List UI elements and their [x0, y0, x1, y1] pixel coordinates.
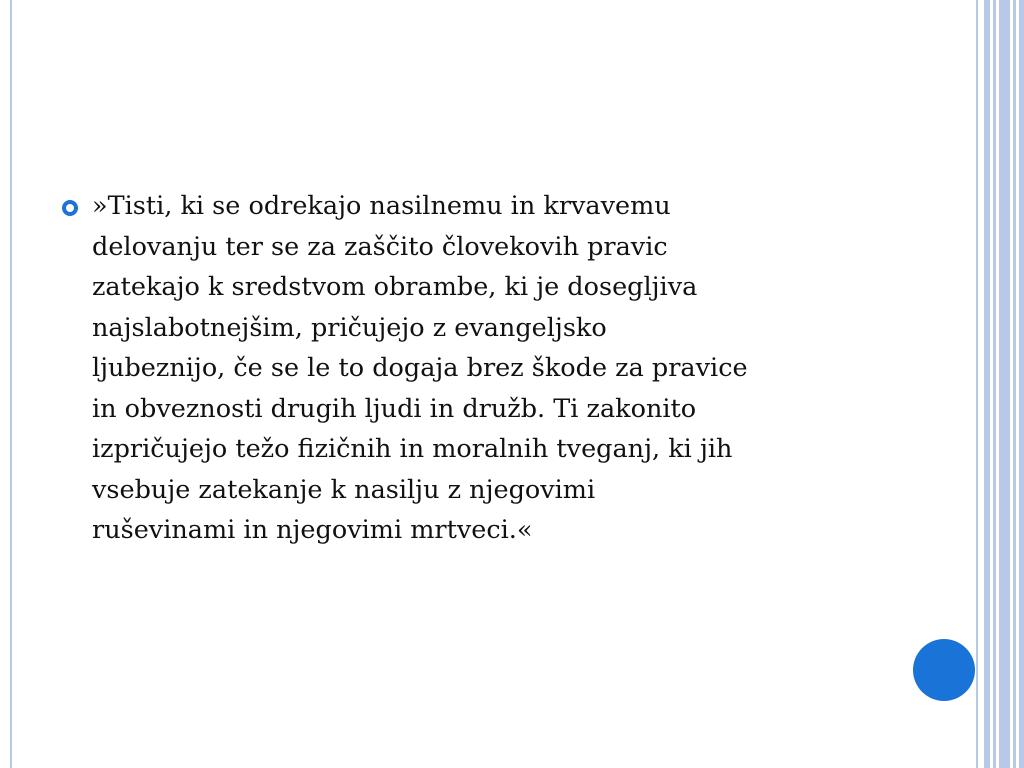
right-border-stripe: [999, 0, 1010, 768]
bullet-text: »Tisti, ki se odrekajo nasilnemu in krvavemu delovanju ter se za zaščito človekovih pravic zatekajo k sredstvom obrambe, ki je dosegljiva najslabotnejšim, pričujejo z evangeljsko ljubeznijo, če se le to dogaja brez škode za pravice in obveznosti drugih ljudi in družb. Ti zakonito izpričujejo težo fizičnih in moralnih tveganj, ki jih vsebuje zatekanje k nasilju z njegovimi ruševinami in njegovimi mrtveci.«: [92, 191, 748, 545]
right-border-stripe: [1013, 0, 1016, 768]
right-border-stripe: [993, 0, 996, 768]
right-border-stripe: [1019, 0, 1024, 768]
decorative-blue-circle: [913, 639, 975, 701]
right-border-stripe: [984, 0, 990, 768]
ring-bullet-icon: [62, 200, 78, 216]
left-border-line: [10, 0, 12, 768]
right-border-stripe: [976, 0, 978, 768]
